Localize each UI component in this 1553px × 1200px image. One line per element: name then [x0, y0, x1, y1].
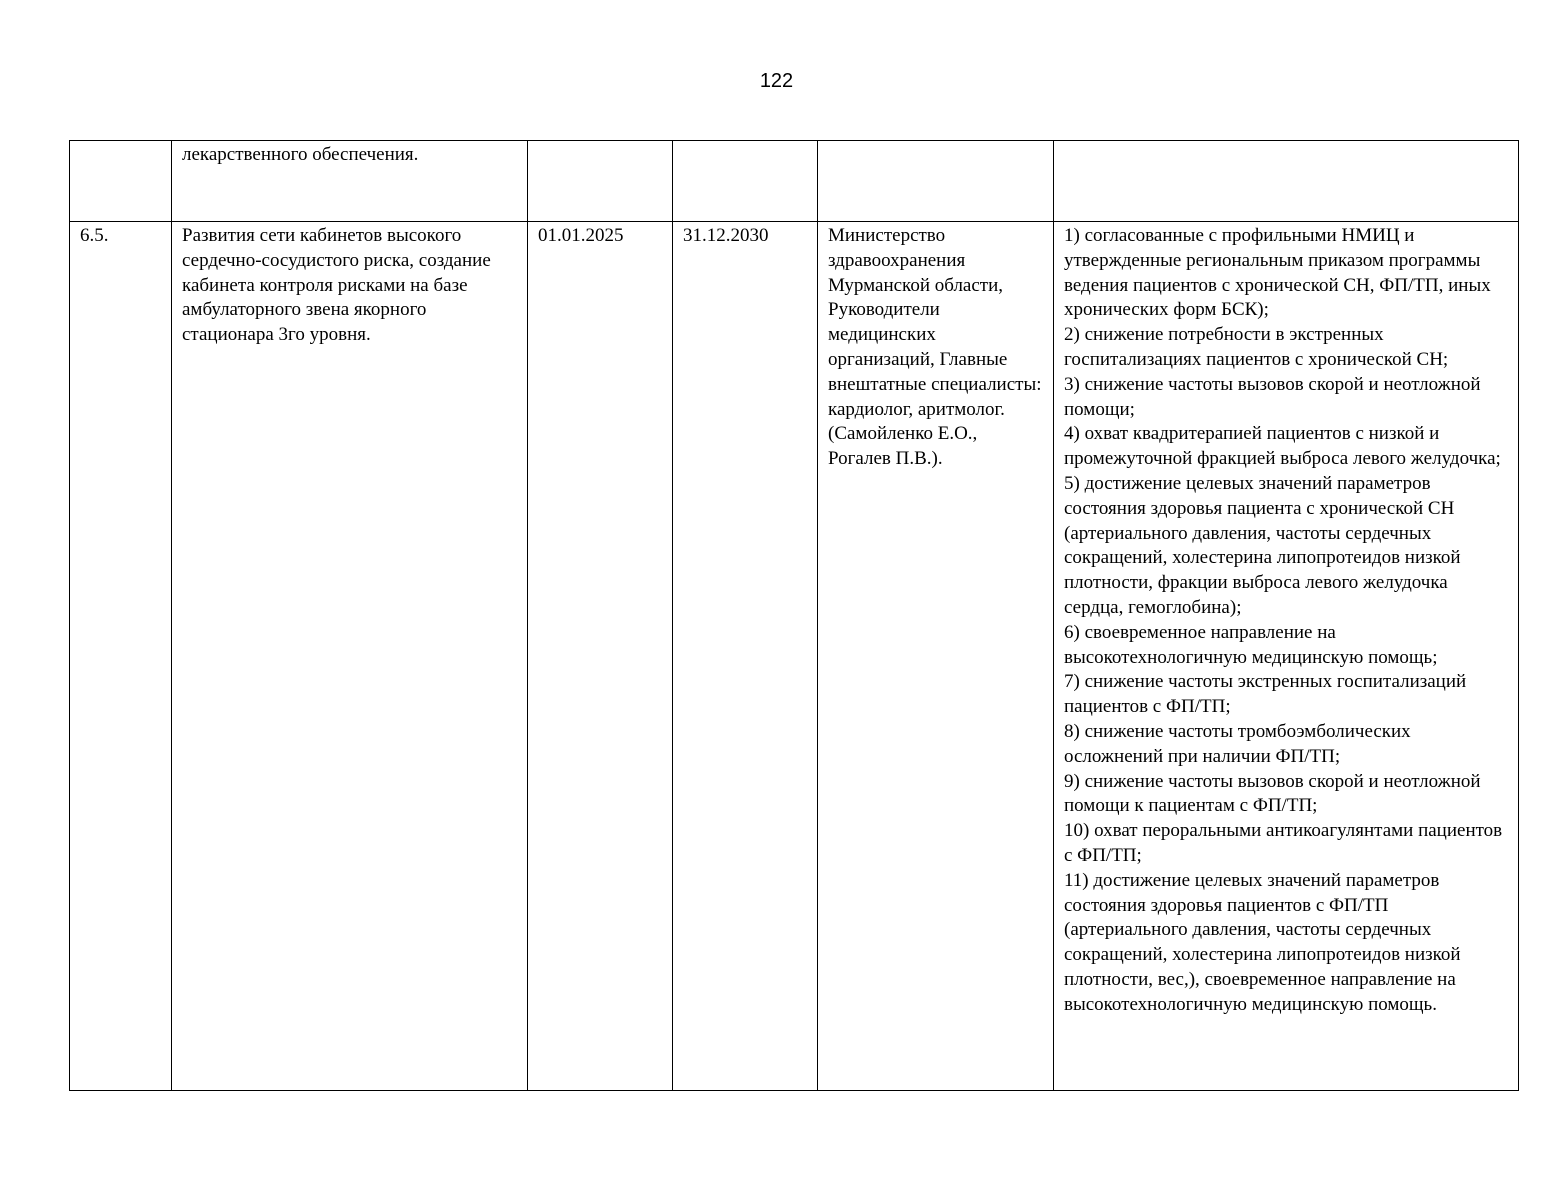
result-item: 7) снижение частоты экстренных госпитализаций пациентов с ФП/ТП; [1064, 671, 1467, 718]
result-item: 6) своевременное направление на высокотехнологичную медицинскую помощь; [1064, 621, 1438, 668]
page-number: 122 [759, 70, 794, 92]
result-item: 3) снижение частоты вызовов скорой и неотложной помощи; [1064, 373, 1481, 420]
cell-start-date [528, 141, 673, 222]
cell-num [70, 141, 172, 222]
result-item: 9) снижение частоты вызовов скорой и неотложной помощи к пациентам с ФП/ТП; [1064, 770, 1481, 817]
cell-results [1054, 222, 1519, 1091]
cell-num: 6.5. [70, 222, 172, 1091]
result-item: 1) согласованные с профильными НМИЦ и утвержденные региональным приказом программы ведения пациентов с хронической СН, ФП/ТП, иных хронических форм БСК); [1064, 225, 1491, 321]
cell-start-date: 01.01.2025 [528, 222, 673, 1091]
cell-responsible [818, 141, 1054, 222]
result-item: 8) снижение частоты тромбоэмболических осложнений при наличии ФП/ТП; [1064, 720, 1411, 767]
result-item: 11) достижение целевых значений параметров состояния здоровья пациентов с ФП/ТП (артериального давления, частоты сердечных сокращений, холестерина липопротеидов низкой плотности, вес,), своевременное направление на высокотехнологичную медицинскую помощь. [1064, 869, 1461, 1015]
table-row [70, 141, 1519, 222]
cell-end-date: 31.12.2030 [673, 222, 818, 1091]
result-item: 4) охват квадритерапией пациентов с низкой и промежуточной фракцией выброса левого желудочка; [1064, 423, 1501, 470]
result-item: 2) снижение потребности в экстренных госпитализациях пациентов с хронической СН; [1064, 324, 1449, 370]
cell-results [1054, 141, 1519, 222]
cell-measure: Развития сети кабинетов высокого сердечно-сосудистого риска, создание кабинета контроля рисками на базе амбулаторного звена якорного стационара 3го уровня. [172, 222, 528, 1091]
cell-measure: лекарственного обеспечения. [172, 141, 528, 222]
cell-responsible: Министерство здравоохранения Мурманской области, Руководители медицинских организаций, Главные внештатные специалисты: кардиолог, аритмолог. (Самойленко Е.О., Рогалев П.В.). [818, 222, 1054, 1091]
measures-table [69, 140, 1519, 1091]
result-item: 5) достижение целевых значений параметров состояния здоровья пациента с хронической СН (артериального давления, частоты сердечных сокращений, холестерина липопротеидов низкой плотности, фракции выброса левого желудочка сердца, гемоглобина); [1064, 472, 1461, 618]
table-row [70, 222, 1519, 1091]
cell-end-date [673, 141, 818, 222]
result-item: 10) охват пероральными антикоагулянтами пациентов с ФП/ТП; [1064, 820, 1503, 866]
